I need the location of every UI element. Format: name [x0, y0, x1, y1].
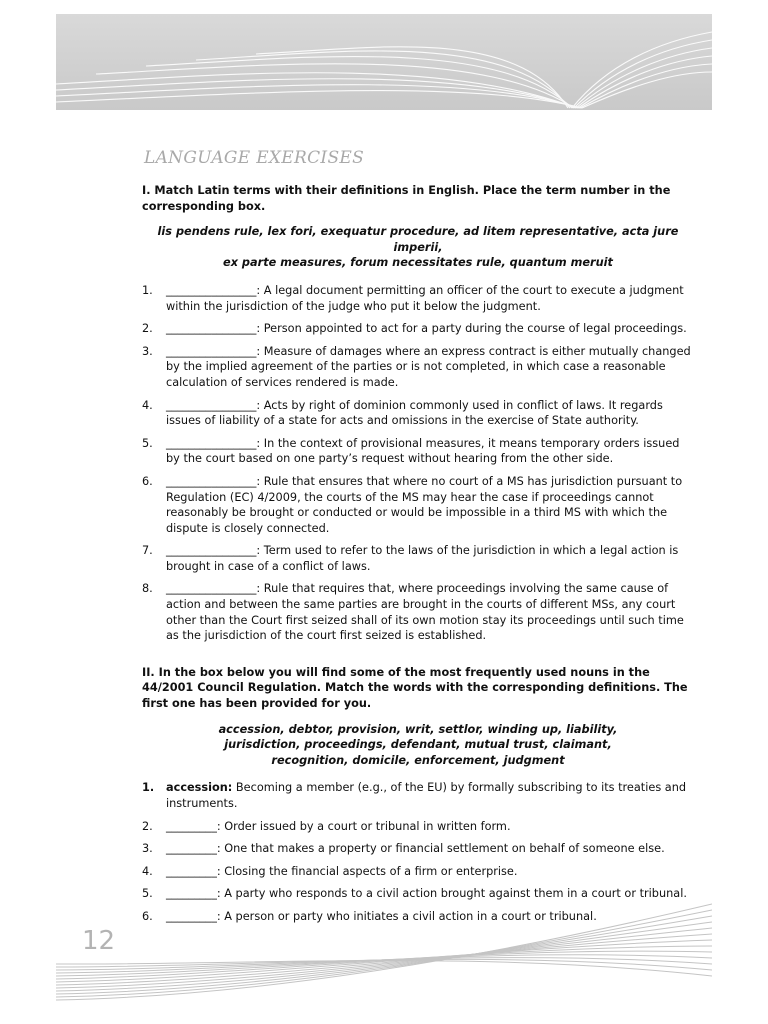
exercise-1-item [142, 543, 694, 574]
item-number: 6. [142, 474, 153, 488]
answer-blank[interactable]: ________________ [166, 344, 257, 358]
item-definition: : Person appointed to act for a party during the course of legal proceedings. [256, 322, 687, 336]
exercise-2-item-example [142, 780, 694, 811]
item-definition: : Rule that requires that, where proceedings involving the same cause of action and between the same parties are brought in the courts of different MSs, any court other than the Court first seized shall of its own motion stay its proceedings until such time as the jurisdiction of the court first seized is established. [166, 582, 684, 643]
term-list-line: jurisdiction, proceedings, defendant, mutual trust, claimant, [224, 738, 612, 752]
open-book-icon [56, 14, 712, 110]
item-definition: : Closing the financial aspects of a firm or enterprise. [216, 864, 518, 878]
exercise-2-item [142, 864, 694, 880]
item-definition: : Rule that ensures that where no court of a MS has jurisdiction pursuant to Regulation (EC) 4/2009, the courts of the MS may hear the case if proceedings cannot reasonably be brought or conducted or would be impossible in a third MS with which the dispute is closely connected. [166, 474, 683, 535]
answer-blank[interactable]: ________________ [166, 322, 257, 336]
term-list-line: accession, debtor, provision, writ, settlor, winding up, liability, [218, 722, 618, 736]
exercise-content [142, 183, 694, 932]
item-definition: : Term used to refer to the laws of the jurisdiction in which a legal action is brought in case of a conflict of laws. [166, 544, 679, 573]
item-number: 8. [142, 582, 153, 596]
item-definition: : A legal document permitting an officer of the court to execute a judgment within the jurisdiction of the judge who put it below the judgment. [166, 283, 684, 313]
answer-blank[interactable]: ________________ [166, 283, 257, 297]
exercise-1-item [142, 283, 694, 314]
item-number: 1. [142, 781, 155, 795]
answer-blank[interactable]: ________________ [166, 436, 257, 450]
item-definition: : In the context of provisional measures, it means temporary orders issued by the court based on one party’s request without hearing from the other side. [166, 436, 680, 466]
section-title: LANGUAGE EXERCISES [144, 148, 365, 168]
item-definition: : Measure of damages where an express contract is either mutually changed by the implied agreement of the parties or is not completed, in which case a reasonable calculation of services rendered is made. [166, 344, 691, 389]
exercise-1-term-list [142, 224, 694, 271]
item-number: 3. [142, 842, 153, 856]
answer-blank[interactable]: ________________ [166, 582, 257, 596]
answer-blank[interactable]: _________ [166, 887, 217, 901]
item-definition: : Acts by right of dominion commonly used in conflict of laws. It regards issues of liability of a state for acts and omissions in the exercise of State authority. [166, 398, 663, 428]
item-number: 6. [142, 909, 153, 923]
item-number: 2. [142, 819, 153, 833]
answer-blank[interactable]: ________________ [166, 544, 257, 558]
page-number: 12 [82, 926, 116, 956]
term-list-line: ex parte measures, forum necessitates rule, quantum meruit [223, 256, 613, 270]
term-list-line: lis pendens rule, lex fori, exequatur procedure, ad litem representative, acta jure imperii, [157, 225, 679, 254]
exercise-1-item [142, 344, 694, 391]
exercise-1-item [142, 321, 694, 337]
term-list-line: recognition, domicile, enforcement, judgment [271, 753, 565, 767]
item-number: 7. [142, 544, 153, 558]
exercise-2-term-list [142, 722, 694, 769]
item-number: 4. [142, 864, 153, 878]
answer-blank[interactable]: ________________ [166, 398, 257, 412]
exercise-2-item [142, 819, 694, 835]
exercise-2-instruction: II. In the box below you will find some of the most frequently used nouns in the 44/2001 Council Regulation. Match the words with the corresponding definitions. The first one has been provided for you. [142, 665, 688, 711]
footer-decoration [56, 900, 712, 1004]
item-number: 4. [142, 398, 153, 412]
answer-blank[interactable]: _________ [166, 842, 217, 856]
exercise-1-item [142, 474, 694, 536]
exercise-1-item [142, 398, 694, 429]
item-number: 2. [142, 322, 153, 336]
item-definition: : One that makes a property or financial settlement on behalf of someone else. [216, 842, 665, 856]
item-definition: : Order issued by a court or tribunal in written form. [216, 819, 511, 833]
exercise-1-item [142, 581, 694, 643]
item-definition: Becoming a member (e.g., of the EU) by formally subscribing to its treaties and instruments. [166, 781, 687, 810]
wave-lines-icon [56, 900, 712, 1004]
item-definition: : A person or party who initiates a civil action in a court or tribunal. [216, 909, 597, 923]
answer-blank[interactable]: ________________ [166, 474, 257, 488]
example-term: accession: [166, 781, 233, 795]
exercise-2-item [142, 841, 694, 857]
answer-blank[interactable]: _________ [166, 864, 217, 878]
item-number: 1. [142, 283, 153, 297]
exercise-1-instruction: I. Match Latin terms with their definitions in English. Place the term number in the corresponding box. [142, 184, 671, 213]
item-definition: : A party who responds to a civil action brought against them in a court or tribunal. [216, 887, 687, 901]
item-number: 3. [142, 344, 153, 358]
item-number: 5. [142, 436, 153, 450]
answer-blank[interactable]: _________ [166, 819, 217, 833]
header-decoration [56, 14, 712, 110]
section-gap [142, 651, 694, 665]
exercise-1-item [142, 436, 694, 467]
answer-blank[interactable]: _________ [166, 909, 217, 923]
item-number: 5. [142, 887, 153, 901]
